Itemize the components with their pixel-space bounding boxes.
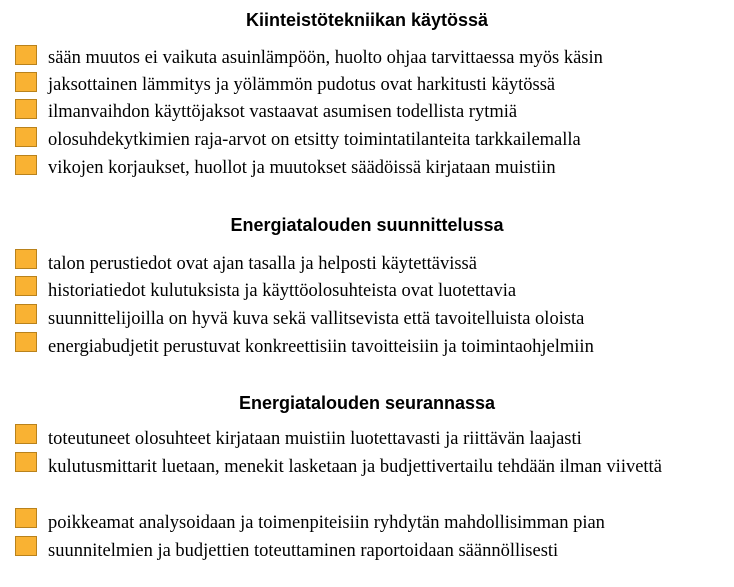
checkbox-icon — [15, 304, 37, 324]
list-item-text: vikojen korjaukset, huollot ja muutokset säädöissä kirjataan muistiin — [48, 158, 556, 178]
list-item-text: sään muutos ei vaikuta asuinlämpöön, huolto ohjaa tarvittaessa myös käsin — [48, 48, 603, 68]
list-item-text: energiabudjetit perustuvat konkreettisiin tavoitteisiin ja toimintaohjelmiin — [48, 337, 594, 357]
list-item-text: jaksottainen lämmitys ja yölämmön pudotus ovat harkitusti käytössä — [48, 75, 556, 95]
checkbox-icon — [15, 276, 37, 296]
checkbox-icon — [15, 452, 37, 472]
list-item-text: ilmanvaihdon käyttöjaksot vastaavat asumisen todellista rytmiä — [48, 102, 518, 122]
list-item-text: suunnitelmien ja budjettien toteuttaminen raportoidaan säännöllisesti — [48, 541, 559, 561]
list-item-text: poikkeamat analysoidaan ja toimenpiteisiin ryhdytän mahdollisimman pian — [48, 513, 605, 533]
checkbox-icon — [15, 249, 37, 269]
checkbox-icon — [15, 508, 37, 528]
checkbox-icon — [15, 99, 37, 119]
checkbox-icon — [15, 332, 37, 352]
list-item-text: olosuhdekytkimien raja-arvot on etsitty toimintatilanteita tarkkailemalla — [48, 130, 581, 150]
checkbox-icon — [15, 155, 37, 175]
list-item-text: talon perustiedot ovat ajan tasalla ja helposti käytettävissä — [48, 254, 477, 274]
checkbox-icon — [15, 536, 37, 556]
section-heading-seuranta: Energiatalouden seurannassa — [238, 393, 496, 413]
section-heading-suunnittelu: Energiatalouden suunnittelussa — [230, 215, 504, 235]
checkbox-icon — [15, 127, 37, 147]
checkbox-icon — [15, 424, 37, 444]
checkbox-icon — [15, 72, 37, 92]
list-item-text: historiatiedot kulutuksista ja käyttöolosuhteista ovat luotettavia — [48, 281, 517, 301]
list-item-text: kulutusmittarit luetaan, menekit lasketaan ja budjettivertailu tehdään ilman viivettä — [48, 457, 662, 477]
section-heading-kiinteistotekniikka: Kiinteistötekniikan käytössä — [245, 10, 489, 30]
list-item-text: toteutuneet olosuhteet kirjataan muistiin luotettavasti ja riittävän laajasti — [48, 429, 582, 449]
checkbox-icon — [15, 45, 37, 65]
list-item-text: suunnittelijoilla on hyvä kuva sekä vallitsevista että tavoitelluista oloista — [48, 309, 585, 329]
